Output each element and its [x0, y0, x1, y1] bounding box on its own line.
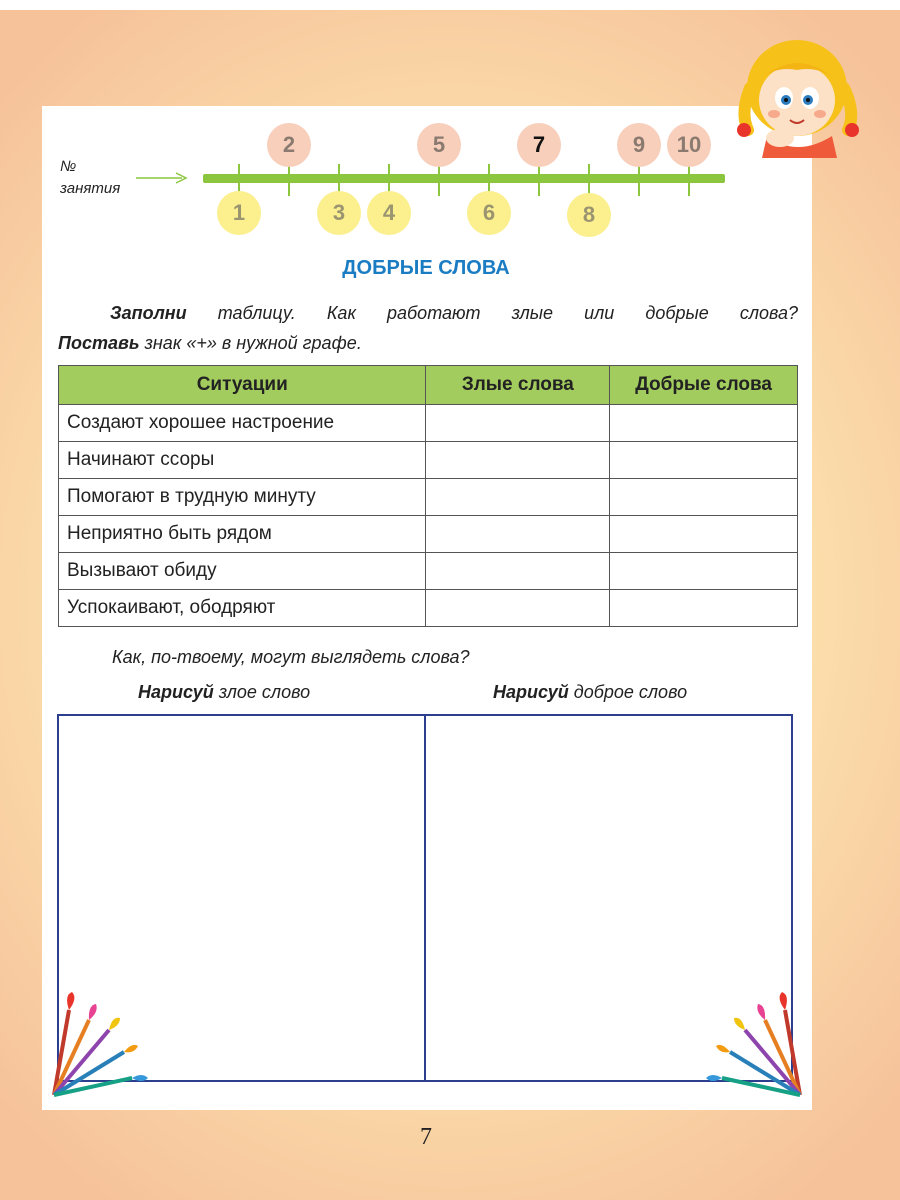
table-row	[59, 590, 798, 627]
timeline-tick	[588, 164, 590, 196]
lesson-bubble-2: 2	[267, 123, 311, 167]
page-number: 7	[420, 1124, 432, 1150]
table-row	[59, 442, 798, 479]
table-row	[59, 516, 798, 553]
timeline-tick	[288, 164, 290, 196]
situation-cell: Успокаивают, ободряют	[59, 590, 426, 627]
situation-cell: Неприятно быть рядом	[59, 516, 426, 553]
draw-verb-right: Нарисуй	[493, 682, 569, 702]
caption-number-sign: №	[60, 158, 77, 175]
paint-brushes-icon	[44, 990, 154, 1100]
table-row	[59, 553, 798, 590]
timeline-tick	[438, 164, 440, 196]
paint-brushes-icon	[700, 990, 810, 1100]
evil-words-answer-cell[interactable]	[426, 590, 610, 627]
situations-table	[58, 365, 798, 627]
kind-words-answer-cell[interactable]	[610, 442, 798, 479]
drawing-question: Как, по-твоему, могут выглядеть слова?	[112, 647, 470, 667]
kind-words-answer-cell[interactable]	[610, 553, 798, 590]
evil-words-answer-cell[interactable]	[426, 479, 610, 516]
lesson-bubble-5: 5	[417, 123, 461, 167]
top-strip	[0, 0, 900, 10]
lesson-bubble-6: 6	[467, 191, 511, 235]
lesson-timeline-bar	[203, 174, 725, 183]
timeline-tick	[688, 164, 690, 196]
girl-illustration	[722, 18, 872, 158]
situation-cell: Начинают ссоры	[59, 442, 426, 479]
evil-words-answer-cell[interactable]	[426, 516, 610, 553]
situation-cell: Вызывают обиду	[59, 553, 426, 590]
situation-cell: Помогают в трудную минуту	[59, 479, 426, 516]
draw-left-text: злое слово	[213, 682, 311, 702]
lesson-bubble-10: 10	[667, 123, 711, 167]
lesson-bubble-3: 3	[317, 191, 361, 235]
task-instruction-line2	[58, 333, 798, 354]
lesson-number-caption	[60, 156, 120, 200]
draw-right-text: доброе слово	[568, 682, 688, 702]
draw-kind-word-label	[493, 682, 687, 703]
arrow-right-icon	[136, 170, 190, 186]
evil-words-answer-cell[interactable]	[426, 405, 610, 442]
kind-words-answer-cell[interactable]	[610, 590, 798, 627]
draw-verb-left: Нарисуй	[138, 682, 214, 702]
header-evil-words: Злые слова	[426, 366, 610, 405]
table-row	[59, 405, 798, 442]
lesson-bubble-9: 9	[617, 123, 661, 167]
lesson-bubble-1: 1	[217, 191, 261, 235]
page-title: ДОБРЫЕ СЛОВА	[342, 257, 510, 279]
timeline-tick	[538, 164, 540, 196]
evil-words-answer-cell[interactable]	[426, 553, 610, 590]
task-text-1: таблицу. Как работают злые или добрые слова?	[186, 303, 798, 323]
kind-words-answer-cell[interactable]	[610, 405, 798, 442]
timeline-tick	[638, 164, 640, 196]
lesson-bubble-current: 7	[517, 123, 561, 167]
header-situations: Ситуации	[59, 366, 426, 405]
task-instruction-line1	[58, 303, 798, 324]
table-header-row	[59, 366, 798, 405]
task-text-2: знак «+» в нужной графе.	[139, 333, 362, 353]
table-row	[59, 479, 798, 516]
header-kind-words: Добрые слова	[610, 366, 798, 405]
task-verb-fill: Заполни	[110, 303, 187, 323]
lesson-bubble-8: 8	[567, 193, 611, 237]
task-verb-put: Поставь	[58, 333, 140, 353]
kind-words-answer-cell[interactable]	[610, 479, 798, 516]
draw-evil-word-label	[138, 682, 310, 703]
caption-word: занятия	[60, 180, 121, 197]
evil-words-answer-cell[interactable]	[426, 442, 610, 479]
drawing-area-divider	[424, 714, 426, 1082]
kind-words-answer-cell[interactable]	[610, 516, 798, 553]
situation-cell: Создают хорошее настроение	[59, 405, 426, 442]
lesson-bubble-4: 4	[367, 191, 411, 235]
